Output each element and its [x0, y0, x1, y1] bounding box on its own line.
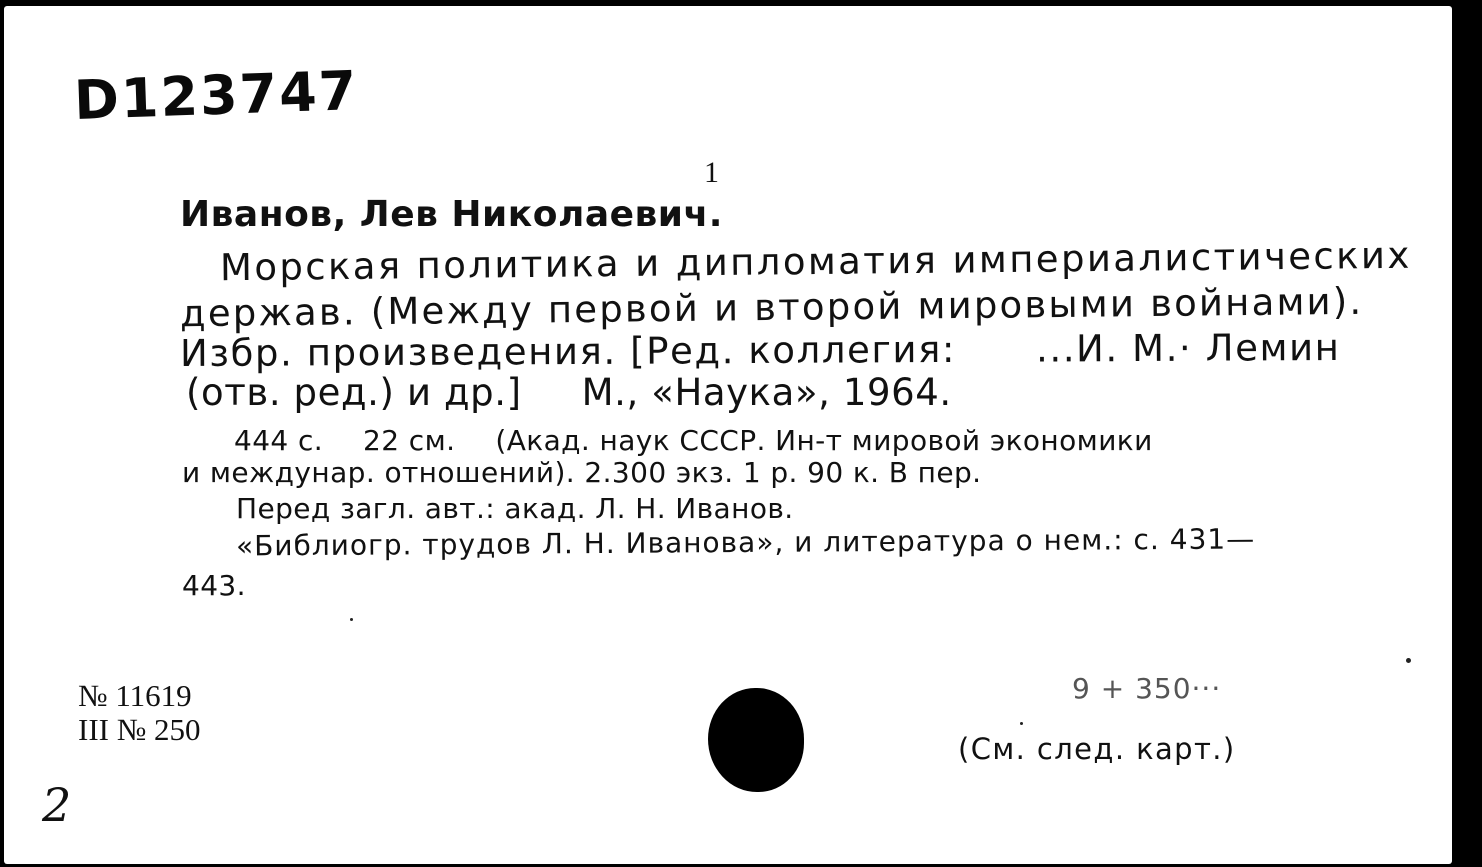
catalog-card [4, 6, 1452, 864]
imprint: М., «Наука», 1964. [581, 371, 952, 414]
title-line-3 [180, 326, 1341, 375]
series-line-1: (Акад. наук СССР. Ин-т мировой экономики [495, 424, 1153, 457]
speck [1020, 722, 1023, 725]
series-line-2: и междунар. отношений). 2.300 экз. 1 р. 90 к. В пер. [182, 456, 982, 489]
collation-line [234, 424, 1153, 457]
title-line-3-text: Избр. произведения. [Ред. коллегия: [179, 327, 957, 376]
handwritten-mark: 2 [42, 778, 72, 832]
speck [1406, 658, 1411, 663]
speck [350, 618, 353, 621]
note-1: Перед загл. авт.: акад. Л. Н. Иванов. [236, 492, 794, 525]
catalog-code-stamp: D123747 [72, 59, 360, 132]
author-heading: Иванов, Лев Николаевич. [180, 194, 723, 235]
pages: 444 с. [234, 424, 324, 457]
title-line-4 [186, 371, 952, 414]
note-2-line-1: «Библиогр. трудов Л. Н. Иванова», и литература о нем.: с. 431— [235, 522, 1256, 563]
note-2-line-2: 443. [182, 569, 246, 602]
punch-hole [708, 688, 804, 792]
title-line-4-text: (отв. ред.) и др.] [186, 371, 522, 414]
pencil-note: 9 + 350··· [1072, 672, 1222, 705]
card-number: 1 [704, 156, 719, 189]
editor-name: ...И. М.· Лемин [1035, 325, 1341, 371]
size: 22 см. [363, 424, 456, 457]
next-card-note: (См. след. карт.) [958, 732, 1236, 766]
inventory-number-2: III № 250 [78, 712, 201, 747]
inventory-number-1: № 11619 [78, 678, 192, 713]
title-line-1: Морская политика и дипломатия империалистических [219, 233, 1412, 290]
title-line-2: держав. (Между первой и второй мировыми войнами). [179, 279, 1364, 336]
